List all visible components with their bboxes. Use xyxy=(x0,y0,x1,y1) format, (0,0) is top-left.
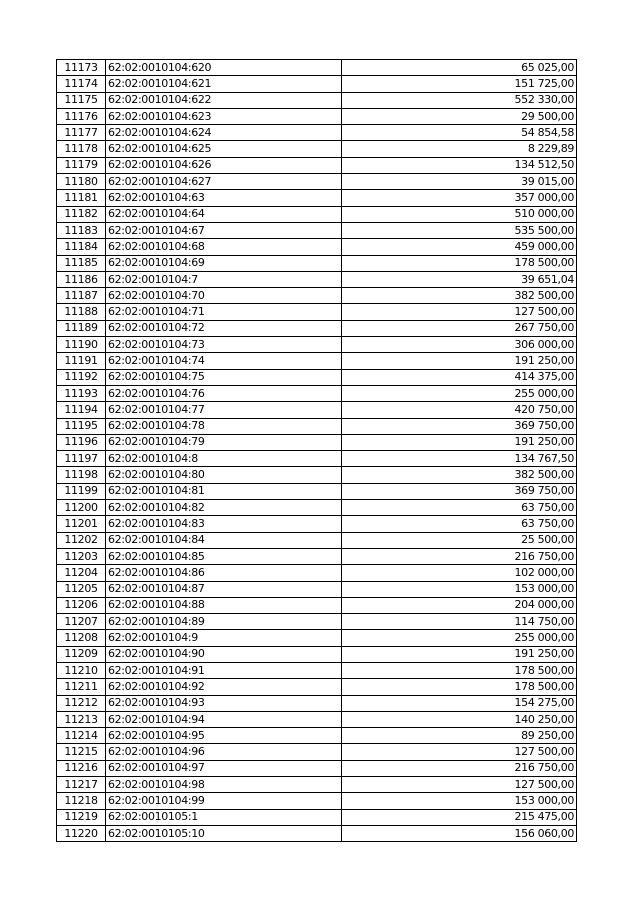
cadastral-number-cell: 62:02:0010104:92 xyxy=(106,679,342,695)
row-number-cell: 11204 xyxy=(57,565,106,581)
cadastral-number-cell: 62:02:0010104:86 xyxy=(106,565,342,581)
cadastral-number-cell: 62:02:0010104:75 xyxy=(106,369,342,385)
row-number-cell: 11215 xyxy=(57,744,106,760)
cadastral-number-cell: 62:02:0010104:76 xyxy=(106,385,342,401)
cadastral-number-cell: 62:02:0010104:79 xyxy=(106,434,342,450)
table-row xyxy=(57,679,577,695)
cadastral-number-cell: 62:02:0010104:80 xyxy=(106,467,342,483)
cadastral-value-cell: 156 060,00 xyxy=(342,825,577,841)
table-row xyxy=(57,728,577,744)
cadastral-number-cell: 62:02:0010105:10 xyxy=(106,825,342,841)
cadastral-number-cell: 62:02:0010104:78 xyxy=(106,418,342,434)
table-row xyxy=(57,581,577,597)
table-row xyxy=(57,565,577,581)
table-row xyxy=(57,288,577,304)
table-row xyxy=(57,434,577,450)
cadastral-number-cell: 62:02:0010104:625 xyxy=(106,141,342,157)
row-number-cell: 11207 xyxy=(57,614,106,630)
row-number-cell: 11192 xyxy=(57,369,106,385)
row-number-cell: 11202 xyxy=(57,532,106,548)
row-number-cell: 11187 xyxy=(57,288,106,304)
row-number-cell: 11179 xyxy=(57,157,106,173)
row-number-cell: 11194 xyxy=(57,402,106,418)
cadastral-value-cell: 25 500,00 xyxy=(342,532,577,548)
cadastral-value-cell: 127 500,00 xyxy=(342,744,577,760)
table-row xyxy=(57,402,577,418)
table-row xyxy=(57,695,577,711)
row-number-cell: 11200 xyxy=(57,500,106,516)
cadastral-value-cell: 215 475,00 xyxy=(342,809,577,825)
cadastral-value-cell: 39 015,00 xyxy=(342,174,577,190)
table-row xyxy=(57,630,577,646)
cadastral-number-cell: 62:02:0010104:90 xyxy=(106,646,342,662)
cadastral-number-cell: 62:02:0010104:73 xyxy=(106,337,342,353)
cadastral-value-cell: 535 500,00 xyxy=(342,222,577,238)
table-row xyxy=(57,174,577,190)
table-row xyxy=(57,239,577,255)
table-row xyxy=(57,206,577,222)
cadastral-number-cell: 62:02:0010104:621 xyxy=(106,76,342,92)
cadastral-value-cell: 39 651,04 xyxy=(342,271,577,287)
row-number-cell: 11203 xyxy=(57,548,106,564)
cadastral-value-cell: 216 750,00 xyxy=(342,760,577,776)
cadastral-value-cell: 153 000,00 xyxy=(342,581,577,597)
cadastral-number-cell: 62:02:0010104:99 xyxy=(106,793,342,809)
row-number-cell: 11176 xyxy=(57,108,106,124)
cadastral-value-cell: 255 000,00 xyxy=(342,630,577,646)
table-row xyxy=(57,597,577,613)
row-number-cell: 11211 xyxy=(57,679,106,695)
table-row xyxy=(57,157,577,173)
cadastral-number-cell: 62:02:0010104:7 xyxy=(106,271,342,287)
table-row xyxy=(57,304,577,320)
table-row xyxy=(57,467,577,483)
table-row xyxy=(57,516,577,532)
cadastral-value-cell: 127 500,00 xyxy=(342,777,577,793)
row-number-cell: 11218 xyxy=(57,793,106,809)
cadastral-number-cell: 62:02:0010104:81 xyxy=(106,483,342,499)
row-number-cell: 11220 xyxy=(57,825,106,841)
table-row xyxy=(57,548,577,564)
table-row xyxy=(57,320,577,336)
cadastral-number-cell: 62:02:0010104:620 xyxy=(106,60,342,76)
table-row xyxy=(57,483,577,499)
cadastral-number-cell: 62:02:0010104:9 xyxy=(106,630,342,646)
cadastral-number-cell: 62:02:0010104:84 xyxy=(106,532,342,548)
cadastral-value-cell: 178 500,00 xyxy=(342,255,577,271)
table-row xyxy=(57,337,577,353)
row-number-cell: 11177 xyxy=(57,125,106,141)
cadastral-value-cell: 204 000,00 xyxy=(342,597,577,613)
table-row xyxy=(57,711,577,727)
cadastral-value-cell: 114 750,00 xyxy=(342,614,577,630)
cadastral-number-cell: 62:02:0010104:69 xyxy=(106,255,342,271)
table-row xyxy=(57,451,577,467)
cadastral-number-cell: 62:02:0010104:63 xyxy=(106,190,342,206)
cadastral-value-cell: 267 750,00 xyxy=(342,320,577,336)
cadastral-number-cell: 62:02:0010104:82 xyxy=(106,500,342,516)
row-number-cell: 11180 xyxy=(57,174,106,190)
table-row xyxy=(57,108,577,124)
row-number-cell: 11199 xyxy=(57,483,106,499)
cadastral-number-cell: 62:02:0010104:93 xyxy=(106,695,342,711)
row-number-cell: 11198 xyxy=(57,467,106,483)
table-row xyxy=(57,418,577,434)
table-row xyxy=(57,385,577,401)
row-number-cell: 11189 xyxy=(57,320,106,336)
cadastral-value-cell: 134 767,50 xyxy=(342,451,577,467)
cadastral-value-cell: 102 000,00 xyxy=(342,565,577,581)
cadastral-number-cell: 62:02:0010104:71 xyxy=(106,304,342,320)
cadastral-value-cell: 178 500,00 xyxy=(342,662,577,678)
table-row xyxy=(57,369,577,385)
cadastral-value-cell: 63 750,00 xyxy=(342,500,577,516)
row-number-cell: 11193 xyxy=(57,385,106,401)
cadastral-number-cell: 62:02:0010104:627 xyxy=(106,174,342,190)
cadastral-value-cell: 420 750,00 xyxy=(342,402,577,418)
row-number-cell: 11206 xyxy=(57,597,106,613)
table-row xyxy=(57,76,577,92)
cadastral-number-cell: 62:02:0010104:74 xyxy=(106,353,342,369)
row-number-cell: 11185 xyxy=(57,255,106,271)
row-number-cell: 11173 xyxy=(57,60,106,76)
table-row xyxy=(57,662,577,678)
cadastral-value-cell: 178 500,00 xyxy=(342,679,577,695)
cadastral-value-cell: 191 250,00 xyxy=(342,646,577,662)
cadastral-value-cell: 306 000,00 xyxy=(342,337,577,353)
cadastral-number-cell: 62:02:0010104:85 xyxy=(106,548,342,564)
cadastral-number-cell: 62:02:0010104:72 xyxy=(106,320,342,336)
row-number-cell: 11219 xyxy=(57,809,106,825)
cadastral-value-cell: 89 250,00 xyxy=(342,728,577,744)
cadastral-value-cell: 8 229,89 xyxy=(342,141,577,157)
row-number-cell: 11188 xyxy=(57,304,106,320)
cadastral-number-cell: 62:02:0010104:77 xyxy=(106,402,342,418)
cadastral-value-cell: 29 500,00 xyxy=(342,108,577,124)
row-number-cell: 11178 xyxy=(57,141,106,157)
cadastral-number-cell: 62:02:0010105:1 xyxy=(106,809,342,825)
table-body xyxy=(57,60,577,842)
table-row xyxy=(57,125,577,141)
cadastral-value-cell: 153 000,00 xyxy=(342,793,577,809)
cadastral-number-cell: 62:02:0010104:8 xyxy=(106,451,342,467)
cadastral-value-cell: 510 000,00 xyxy=(342,206,577,222)
cadastral-value-cell: 191 250,00 xyxy=(342,353,577,369)
cadastral-value-cell: 140 250,00 xyxy=(342,711,577,727)
row-number-cell: 11195 xyxy=(57,418,106,434)
cadastral-value-table xyxy=(56,59,577,842)
row-number-cell: 11197 xyxy=(57,451,106,467)
table-row xyxy=(57,255,577,271)
table-row xyxy=(57,532,577,548)
row-number-cell: 11208 xyxy=(57,630,106,646)
cadastral-number-cell: 62:02:0010104:70 xyxy=(106,288,342,304)
row-number-cell: 11210 xyxy=(57,662,106,678)
cadastral-number-cell: 62:02:0010104:67 xyxy=(106,222,342,238)
cadastral-number-cell: 62:02:0010104:88 xyxy=(106,597,342,613)
cadastral-number-cell: 62:02:0010104:624 xyxy=(106,125,342,141)
cadastral-value-cell: 382 500,00 xyxy=(342,288,577,304)
cadastral-value-cell: 191 250,00 xyxy=(342,434,577,450)
cadastral-value-cell: 357 000,00 xyxy=(342,190,577,206)
cadastral-value-cell: 414 375,00 xyxy=(342,369,577,385)
row-number-cell: 11191 xyxy=(57,353,106,369)
cadastral-number-cell: 62:02:0010104:96 xyxy=(106,744,342,760)
table-row xyxy=(57,141,577,157)
row-number-cell: 11205 xyxy=(57,581,106,597)
row-number-cell: 11175 xyxy=(57,92,106,108)
table-row xyxy=(57,646,577,662)
table-row xyxy=(57,60,577,76)
cadastral-value-cell: 127 500,00 xyxy=(342,304,577,320)
table-row xyxy=(57,744,577,760)
row-number-cell: 11201 xyxy=(57,516,106,532)
row-number-cell: 11216 xyxy=(57,760,106,776)
row-number-cell: 11217 xyxy=(57,777,106,793)
cadastral-number-cell: 62:02:0010104:626 xyxy=(106,157,342,173)
row-number-cell: 11212 xyxy=(57,695,106,711)
table-row xyxy=(57,92,577,108)
table-row xyxy=(57,825,577,841)
row-number-cell: 11183 xyxy=(57,222,106,238)
cadastral-number-cell: 62:02:0010104:98 xyxy=(106,777,342,793)
cadastral-number-cell: 62:02:0010104:89 xyxy=(106,614,342,630)
cadastral-value-cell: 151 725,00 xyxy=(342,76,577,92)
row-number-cell: 11182 xyxy=(57,206,106,222)
cadastral-value-cell: 382 500,00 xyxy=(342,467,577,483)
cadastral-value-cell: 134 512,50 xyxy=(342,157,577,173)
table-row xyxy=(57,500,577,516)
cadastral-number-cell: 62:02:0010104:94 xyxy=(106,711,342,727)
cadastral-value-cell: 459 000,00 xyxy=(342,239,577,255)
cadastral-number-cell: 62:02:0010104:91 xyxy=(106,662,342,678)
cadastral-number-cell: 62:02:0010104:623 xyxy=(106,108,342,124)
row-number-cell: 11181 xyxy=(57,190,106,206)
row-number-cell: 11186 xyxy=(57,271,106,287)
row-number-cell: 11214 xyxy=(57,728,106,744)
table-row xyxy=(57,614,577,630)
row-number-cell: 11209 xyxy=(57,646,106,662)
row-number-cell: 11184 xyxy=(57,239,106,255)
table-row xyxy=(57,222,577,238)
table-row xyxy=(57,777,577,793)
cadastral-value-cell: 369 750,00 xyxy=(342,483,577,499)
cadastral-number-cell: 62:02:0010104:68 xyxy=(106,239,342,255)
table-row xyxy=(57,760,577,776)
table-row xyxy=(57,353,577,369)
row-number-cell: 11196 xyxy=(57,434,106,450)
cadastral-value-cell: 154 275,00 xyxy=(342,695,577,711)
table-row xyxy=(57,793,577,809)
row-number-cell: 11174 xyxy=(57,76,106,92)
cadastral-number-cell: 62:02:0010104:95 xyxy=(106,728,342,744)
row-number-cell: 11213 xyxy=(57,711,106,727)
table-row xyxy=(57,190,577,206)
row-number-cell: 11190 xyxy=(57,337,106,353)
cadastral-value-cell: 63 750,00 xyxy=(342,516,577,532)
cadastral-value-cell: 369 750,00 xyxy=(342,418,577,434)
table-row xyxy=(57,809,577,825)
table-row xyxy=(57,271,577,287)
cadastral-number-cell: 62:02:0010104:97 xyxy=(106,760,342,776)
cadastral-number-cell: 62:02:0010104:83 xyxy=(106,516,342,532)
cadastral-value-cell: 216 750,00 xyxy=(342,548,577,564)
cadastral-number-cell: 62:02:0010104:64 xyxy=(106,206,342,222)
cadastral-value-cell: 54 854,58 xyxy=(342,125,577,141)
cadastral-number-cell: 62:02:0010104:622 xyxy=(106,92,342,108)
cadastral-value-cell: 65 025,00 xyxy=(342,60,577,76)
cadastral-value-cell: 552 330,00 xyxy=(342,92,577,108)
cadastral-number-cell: 62:02:0010104:87 xyxy=(106,581,342,597)
cadastral-value-cell: 255 000,00 xyxy=(342,385,577,401)
